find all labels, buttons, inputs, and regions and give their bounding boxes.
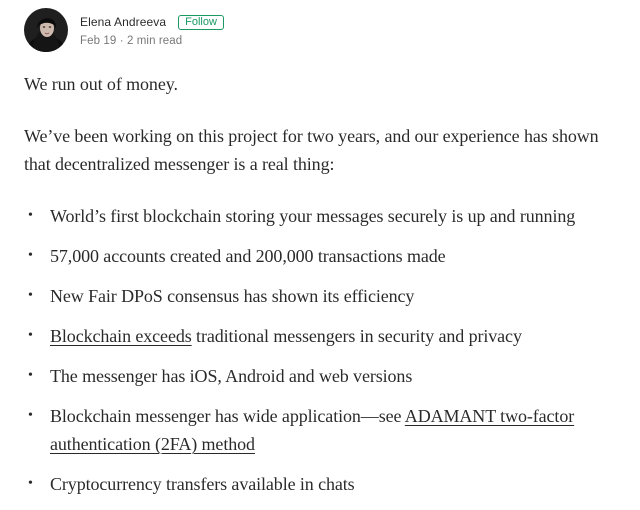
list-item-text: Cryptocurrency transfers available in chats xyxy=(50,474,355,494)
list-item xyxy=(24,470,624,498)
paragraph-intro: We run out of money. xyxy=(24,74,178,94)
list-item xyxy=(24,242,624,270)
list-item-text: 57,000 accounts created and 200,000 transactions made xyxy=(50,246,446,266)
author-name[interactable]: Elena Andreeva xyxy=(80,15,167,29)
bullet-icon: • xyxy=(28,288,33,303)
author-avatar[interactable] xyxy=(24,8,68,52)
list-item-text: Blockchain messenger has wide application—see xyxy=(50,406,405,426)
post-meta xyxy=(80,13,224,47)
post-date[interactable]: Feb 19 xyxy=(80,35,117,47)
list-item-text: World’s first blockchain storing your messages securely is up and running xyxy=(50,206,576,226)
achievements-list xyxy=(24,202,624,498)
list-item xyxy=(24,362,624,390)
post-subline xyxy=(80,35,224,47)
meta-separator: · xyxy=(119,35,124,47)
follow-button[interactable]: Follow xyxy=(178,15,224,30)
list-item-text: The messenger has iOS, Android and web versions xyxy=(50,366,413,386)
bullet-icon: • xyxy=(28,408,33,423)
adamant-2fa-link[interactable]: ADAMANT two-factor authentication (2FA) method xyxy=(50,406,575,454)
bullet-icon: • xyxy=(28,328,33,343)
list-item xyxy=(24,322,624,350)
list-item xyxy=(24,402,624,458)
list-item-text: traditional messengers in security and privacy xyxy=(191,326,522,346)
bullet-icon: • xyxy=(28,208,33,223)
list-item-text: New Fair DPoS consensus has shown its efficiency xyxy=(50,286,415,306)
bullet-icon: • xyxy=(28,368,33,383)
paragraph-experience: We’ve been working on this project for two years, and our experience has shown that decentralized messenger is a real thing: xyxy=(24,126,599,174)
author-row xyxy=(80,13,224,31)
bullet-icon: • xyxy=(28,476,33,491)
list-item xyxy=(24,282,624,310)
post-header xyxy=(24,7,224,53)
article-body xyxy=(24,70,624,510)
blockchain-exceeds-link[interactable]: Blockchain exceeds xyxy=(50,326,192,346)
list-item xyxy=(24,202,624,230)
read-time: 2 min read xyxy=(126,35,183,47)
bullet-icon: • xyxy=(28,248,33,263)
